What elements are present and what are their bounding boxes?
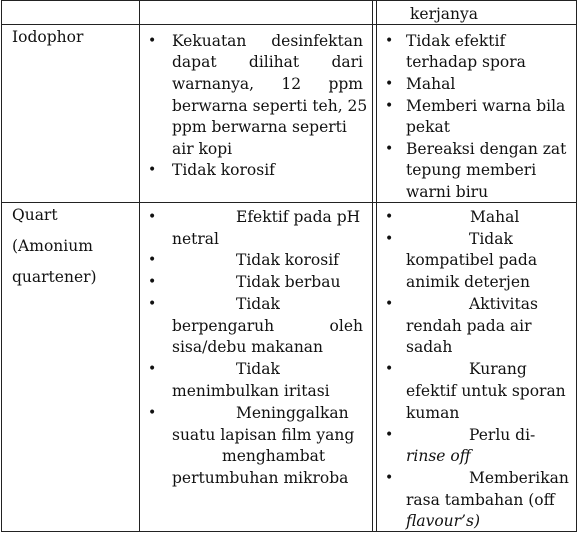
list-item: Kurang [469, 360, 527, 378]
col-divider-1 [139, 0, 140, 532]
list-item: Meninggalkan [236, 404, 349, 422]
list-item: Tidak [236, 295, 280, 313]
bullet-icon: • [385, 231, 394, 247]
bullet-icon: • [148, 296, 157, 312]
header-col3-text: kerjanya [410, 5, 479, 23]
list-item: Bereaksi dengan zat [406, 140, 567, 158]
list-item: Mahal [406, 75, 456, 93]
list-item: Memberi warna bila [406, 97, 566, 115]
bullet-icon: • [385, 209, 394, 225]
list-item: Tidak korosif [236, 251, 339, 269]
bullet-icon: • [385, 33, 394, 49]
bullet-icon: • [148, 274, 157, 290]
row-divider-header [1, 24, 577, 25]
bullet-icon: • [385, 98, 394, 114]
row-divider-iodophor [1, 202, 577, 203]
row-name-iodophor: Iodophor [12, 28, 84, 46]
table-border-bottom [1, 531, 577, 532]
list-item: Tidak [236, 360, 280, 378]
bullet-icon: • [148, 405, 157, 421]
bullet-icon: • [385, 361, 394, 377]
bullet-icon: • [385, 296, 394, 312]
list-item: Tidak efektif [406, 32, 506, 50]
row-name-quart: Quart [12, 206, 58, 224]
list-item: Tidak korosif [172, 161, 275, 179]
disinfectant-comparison-table: kerjanya Iodophor • Kekuatan desinfektan dapat dilihat dari warnanya, 12 ppm berwarna seperti teh, 25 ppm berwarna seperti air kopi • Tidak korosif • Tidak efektif terhadap spora • Mahal • Memberi warna bila pekat • Bereaksi dengan zat tepung memberi warni biru Quart (Amonium quartener) • Efektif pada pH netral • Tidak korosif • Tidak berbau • Tidak berpengaruh oleh sisa/debu makanan • Tidak menimbulkan iritasi • Meninggalkan suatu lapisan film yang menghambat pertumbuhan mikroba • Mahal • Tidak kompatibel pada animik deterjen • Aktivitas rendah pada air sadah • Kurang efektif untuk sporan kuman • Perlu di- rinse off • Memberikan rasa tambahan (off flavour’s) [0, 0, 579, 533]
list-item: Tidak berbau [236, 273, 341, 291]
list-item: Tidak [469, 230, 513, 248]
list-item: Memberikan [469, 469, 569, 487]
col-border-right [576, 0, 577, 532]
bullet-icon: • [148, 361, 157, 377]
bullet-icon: • [385, 141, 394, 157]
bullet-icon: • [385, 470, 394, 486]
bullet-icon: • [385, 427, 394, 443]
bullet-icon: • [148, 162, 157, 178]
bullet-icon: • [385, 76, 394, 92]
table-border-top [1, 0, 577, 1]
list-item: Aktivitas [469, 295, 538, 313]
col-divider-2b [376, 0, 377, 532]
col-border-left [1, 0, 2, 532]
bullet-icon: • [148, 209, 157, 225]
bullet-icon: • [148, 252, 157, 268]
list-item: Efektif pada pH [236, 208, 361, 226]
list-item: Mahal [470, 208, 520, 226]
col-divider-2 [372, 0, 373, 532]
bullet-icon: • [148, 33, 157, 49]
list-item: Perlu di- [469, 426, 536, 444]
